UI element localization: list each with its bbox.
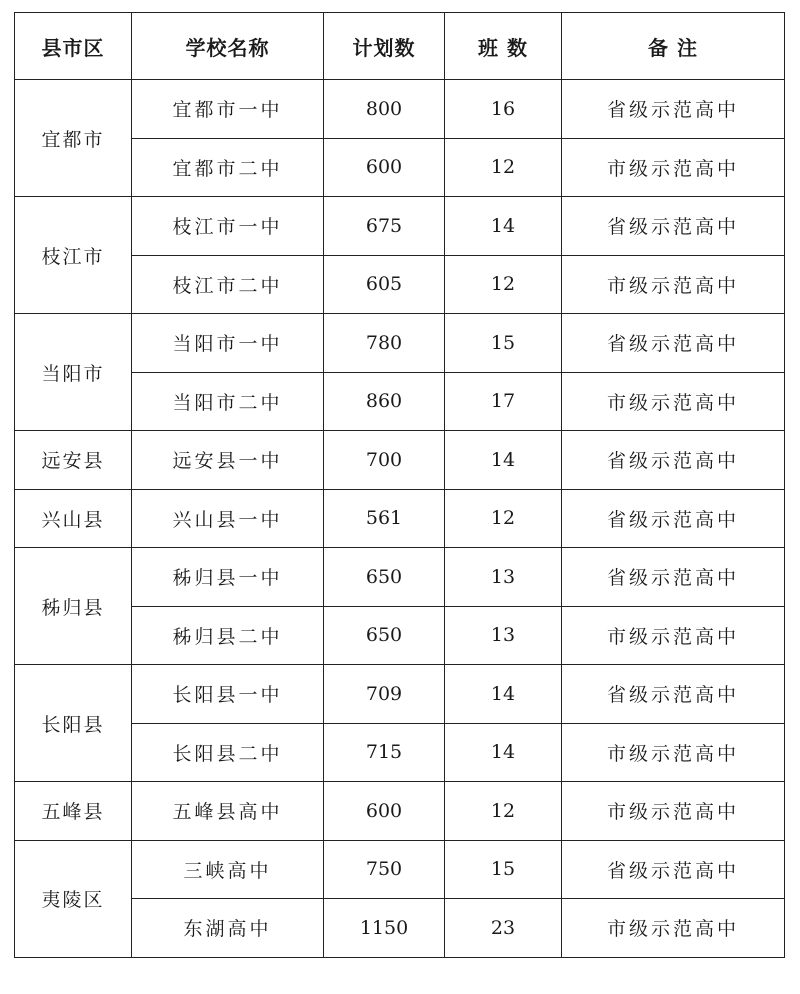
table-body <box>15 80 785 958</box>
county-cell: 宜都市 <box>15 80 132 197</box>
school-name-cell: 枝江市一中 <box>132 197 324 256</box>
plan-count-cell: 750 <box>324 840 445 899</box>
county-cell: 秭归县 <box>15 548 132 665</box>
county-cell: 枝江市 <box>15 197 132 314</box>
plan-count-cell: 561 <box>324 489 445 548</box>
table-row <box>15 489 785 548</box>
header-school-name: 学校名称 <box>132 13 324 80</box>
plan-count-cell: 800 <box>324 80 445 139</box>
school-name-cell: 东湖高中 <box>132 899 324 958</box>
school-name-cell: 宜都市一中 <box>132 80 324 139</box>
school-name-cell: 兴山县一中 <box>132 489 324 548</box>
table-row <box>15 80 785 139</box>
remarks-cell: 省级示范高中 <box>562 665 785 724</box>
table-row <box>15 431 785 490</box>
county-cell: 远安县 <box>15 431 132 490</box>
plan-count-cell: 600 <box>324 782 445 841</box>
table-row <box>15 665 785 724</box>
plan-count-cell: 600 <box>324 138 445 197</box>
remarks-cell: 省级示范高中 <box>562 489 785 548</box>
class-count-cell: 23 <box>445 899 562 958</box>
plan-count-cell: 780 <box>324 314 445 373</box>
remarks-cell: 市级示范高中 <box>562 782 785 841</box>
school-name-cell: 宜都市二中 <box>132 138 324 197</box>
table-header-row <box>15 13 785 80</box>
school-name-cell: 长阳县二中 <box>132 723 324 782</box>
enrollment-plan-table <box>14 12 785 958</box>
class-count-cell: 13 <box>445 548 562 607</box>
class-count-cell: 15 <box>445 314 562 373</box>
plan-count-cell: 860 <box>324 372 445 431</box>
school-name-cell: 三峡高中 <box>132 840 324 899</box>
table-row <box>15 840 785 899</box>
school-name-cell: 长阳县一中 <box>132 665 324 724</box>
plan-count-cell: 1150 <box>324 899 445 958</box>
plan-count-cell: 605 <box>324 255 445 314</box>
remarks-cell: 市级示范高中 <box>562 606 785 665</box>
school-name-cell: 五峰县高中 <box>132 782 324 841</box>
school-name-cell: 枝江市二中 <box>132 255 324 314</box>
remarks-cell: 市级示范高中 <box>562 723 785 782</box>
remarks-cell: 市级示范高中 <box>562 372 785 431</box>
remarks-cell: 市级示范高中 <box>562 138 785 197</box>
county-cell: 当阳市 <box>15 314 132 431</box>
remarks-cell: 省级示范高中 <box>562 840 785 899</box>
school-name-cell: 当阳市一中 <box>132 314 324 373</box>
class-count-cell: 13 <box>445 606 562 665</box>
remarks-cell: 省级示范高中 <box>562 80 785 139</box>
remarks-cell: 市级示范高中 <box>562 255 785 314</box>
class-count-cell: 12 <box>445 255 562 314</box>
school-name-cell: 远安县一中 <box>132 431 324 490</box>
county-cell: 长阳县 <box>15 665 132 782</box>
table-row <box>15 782 785 841</box>
class-count-cell: 12 <box>445 138 562 197</box>
school-name-cell: 当阳市二中 <box>132 372 324 431</box>
county-cell: 兴山县 <box>15 489 132 548</box>
table-row <box>15 548 785 607</box>
plan-count-cell: 709 <box>324 665 445 724</box>
header-remarks: 备 注 <box>562 13 785 80</box>
class-count-cell: 14 <box>445 723 562 782</box>
plan-count-cell: 650 <box>324 548 445 607</box>
remarks-cell: 省级示范高中 <box>562 314 785 373</box>
class-count-cell: 14 <box>445 197 562 256</box>
school-name-cell: 秭归县二中 <box>132 606 324 665</box>
class-count-cell: 15 <box>445 840 562 899</box>
class-count-cell: 12 <box>445 782 562 841</box>
county-cell: 五峰县 <box>15 782 132 841</box>
table-row <box>15 314 785 373</box>
header-county: 县市区 <box>15 13 132 80</box>
class-count-cell: 16 <box>445 80 562 139</box>
plan-count-cell: 700 <box>324 431 445 490</box>
plan-count-cell: 650 <box>324 606 445 665</box>
plan-count-cell: 675 <box>324 197 445 256</box>
class-count-cell: 14 <box>445 665 562 724</box>
class-count-cell: 17 <box>445 372 562 431</box>
class-count-cell: 14 <box>445 431 562 490</box>
remarks-cell: 省级示范高中 <box>562 431 785 490</box>
county-cell: 夷陵区 <box>15 840 132 957</box>
remarks-cell: 省级示范高中 <box>562 197 785 256</box>
table-row <box>15 197 785 256</box>
header-plan-count: 计划数 <box>324 13 445 80</box>
plan-count-cell: 715 <box>324 723 445 782</box>
header-class-count: 班 数 <box>445 13 562 80</box>
class-count-cell: 12 <box>445 489 562 548</box>
remarks-cell: 市级示范高中 <box>562 899 785 958</box>
remarks-cell: 省级示范高中 <box>562 548 785 607</box>
school-name-cell: 秭归县一中 <box>132 548 324 607</box>
